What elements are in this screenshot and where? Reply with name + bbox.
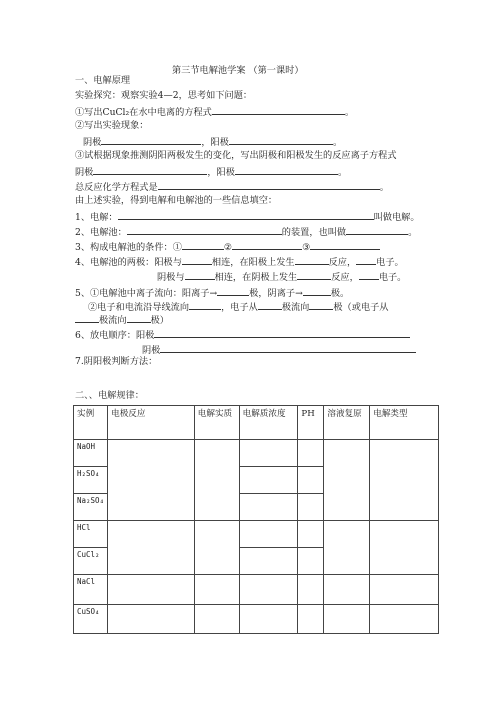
d5b-label: ②电子和电流沿导线流向	[88, 302, 190, 313]
answer-cell[interactable]	[298, 494, 324, 521]
answer-cell[interactable]	[298, 440, 324, 467]
experiment-line: 实验探究：观察实验4—2，思考如下问题：	[75, 90, 253, 101]
answer-blank[interactable]	[309, 300, 333, 310]
answer-blank[interactable]	[232, 240, 302, 250]
definition-5a	[75, 286, 349, 300]
definition-6a	[75, 328, 410, 342]
electrolysis-rules-table	[73, 405, 439, 634]
header-electrolyte-concentration: 电解质浓度	[239, 406, 298, 440]
answer-cell[interactable]	[370, 605, 439, 634]
anode-label: ，阳极	[201, 137, 229, 148]
page-title: 第三节电解池学案 （第一课时）	[172, 65, 304, 76]
answer-blank[interactable]	[154, 328, 410, 338]
question-1-end: 。	[344, 107, 355, 118]
total-label: 总反应化学方程式是	[75, 182, 158, 193]
cathode-label: 阴极	[83, 137, 102, 148]
row-label: NaOH	[74, 440, 108, 467]
row-label: Na₂SO₄	[74, 494, 108, 521]
definition-1	[75, 210, 420, 224]
answer-blank[interactable]	[310, 240, 380, 250]
answer-blank[interactable]	[185, 270, 215, 280]
definition-5c	[75, 313, 169, 327]
section-1-heading: 一、电解原理	[75, 75, 131, 86]
answer-cell[interactable]	[108, 605, 195, 634]
answer-cell[interactable]	[324, 521, 370, 575]
answer-cell[interactable]	[239, 494, 298, 521]
table-header-row	[74, 406, 439, 440]
answer-blank[interactable]	[229, 135, 333, 145]
question-1-text: ①写出CuCl₂在水中电离的方程式	[75, 107, 212, 118]
header-ph: PH	[298, 406, 324, 440]
answer-blank[interactable]	[235, 165, 338, 175]
answer-cell[interactable]	[239, 467, 298, 494]
d4b-b: 相连，在阴极上发生	[214, 272, 298, 283]
answer-blank[interactable]	[101, 135, 201, 145]
question-3: ③试根据现象推测阴阳两极发生的变化，写出阴极和阳极发生的反应离子方程式	[75, 150, 397, 161]
d5a-c: 极。	[330, 288, 350, 299]
answer-blank[interactable]	[295, 255, 329, 265]
header-solution-restore: 溶液复原	[324, 406, 370, 440]
answer-cell[interactable]	[194, 440, 239, 521]
answer-cell[interactable]	[324, 575, 370, 605]
definition-4b	[157, 270, 406, 284]
answer-cell[interactable]	[370, 575, 439, 605]
d3-c: ③	[302, 242, 311, 253]
answer-blank[interactable]	[127, 225, 282, 235]
answer-cell[interactable]	[194, 521, 239, 575]
d6-label: 6、放电顺序：阳极	[75, 330, 155, 341]
answer-cell[interactable]	[108, 575, 195, 605]
answer-cell[interactable]	[108, 440, 195, 521]
answer-blank[interactable]	[75, 313, 99, 323]
row-label: H₂SO₄	[74, 467, 108, 494]
header-electrolysis-essence: 电解实质	[194, 406, 239, 440]
answer-cell[interactable]	[298, 605, 324, 634]
definition-7: 7.阴阳极判断方法：	[75, 356, 158, 367]
row-label: NaCl	[74, 575, 108, 605]
d3-b: ②	[223, 242, 233, 253]
header-electrode-reaction: 电极反应	[108, 406, 195, 440]
answer-cell[interactable]	[298, 521, 324, 548]
answer-blank[interactable]	[93, 165, 207, 175]
answer-blank[interactable]	[212, 105, 345, 115]
answer-blank[interactable]	[118, 210, 374, 220]
summary-intro: 由上述实验，得到电解和电解池的一些信息填空：	[75, 195, 278, 206]
d5a-label: 5、①电解池中离子流向：阳离子→	[75, 288, 218, 299]
table-row	[74, 521, 439, 548]
answer-cell[interactable]	[298, 575, 324, 605]
answer-blank[interactable]	[182, 255, 212, 265]
table-row	[74, 605, 439, 634]
definition-5b	[88, 300, 389, 314]
d4a-d: 电子。	[376, 257, 404, 268]
answer-blank[interactable]	[356, 255, 376, 265]
answer-cell[interactable]	[370, 521, 439, 575]
row-label: CuCl₂	[74, 548, 108, 575]
d1-label: 1、电解：	[75, 212, 118, 223]
answer-blank[interactable]	[160, 343, 416, 353]
equation-line	[75, 165, 347, 179]
answer-blank[interactable]	[258, 300, 282, 310]
answer-blank[interactable]	[346, 225, 408, 235]
phenomenon-line	[83, 135, 342, 149]
answer-cell[interactable]	[370, 440, 439, 521]
answer-cell[interactable]	[298, 548, 324, 575]
question-2: ②写出实验现象：	[75, 120, 149, 131]
table-row	[74, 575, 439, 605]
d1-end: 叫做电解。	[373, 212, 420, 223]
row-label: CuSO₄	[74, 605, 108, 634]
definition-3	[75, 240, 380, 254]
definition-2	[75, 225, 417, 239]
answer-blank[interactable]	[158, 180, 380, 190]
period: 。	[332, 137, 343, 148]
d2-mid: 的装置，也叫做	[281, 227, 347, 238]
answer-blank[interactable]	[189, 300, 221, 310]
d4a-label: 4、电解池的两极：阳极与	[75, 257, 182, 268]
answer-blank[interactable]	[217, 286, 249, 296]
answer-cell[interactable]	[239, 575, 298, 605]
answer-cell[interactable]	[324, 605, 370, 634]
d5b-d: 极（或电子从	[333, 302, 389, 313]
answer-blank[interactable]	[359, 270, 379, 280]
total-equation-line	[75, 180, 389, 194]
answer-cell[interactable]	[194, 605, 239, 634]
answer-cell[interactable]	[298, 467, 324, 494]
d5c-c: 极）	[150, 315, 169, 326]
d5c-b: 极流向	[99, 315, 127, 326]
answer-cell[interactable]	[239, 440, 298, 467]
answer-cell[interactable]	[108, 521, 195, 575]
total-end: 。	[379, 182, 389, 193]
header-example: 实例	[74, 406, 108, 440]
answer-cell[interactable]	[194, 575, 239, 605]
d4b-label: 阴极与	[157, 272, 185, 283]
answer-cell[interactable]	[324, 440, 370, 521]
period: 。	[337, 167, 348, 178]
answer-cell[interactable]	[239, 521, 298, 548]
d6b-label: 阴极	[142, 345, 161, 356]
d2-label: 2、电解池：	[75, 227, 127, 238]
definition-4a	[75, 255, 404, 269]
d3-label: 3、构成电解池的条件：①	[75, 242, 182, 253]
anode-label: ，阳极	[207, 167, 235, 178]
d4a-b: 相连，在阳极上发生	[211, 257, 295, 268]
row-label: HCl	[74, 521, 108, 548]
answer-cell[interactable]	[239, 605, 298, 634]
answer-cell[interactable]	[239, 548, 298, 575]
definition-6b	[142, 343, 416, 357]
d5b-b: ，电子从	[221, 302, 258, 313]
d4b-d: 电子。	[378, 272, 407, 283]
answer-blank[interactable]	[297, 270, 331, 280]
answer-blank[interactable]	[127, 313, 151, 323]
d5b-c: 极流向	[281, 302, 310, 313]
d2-end: 。	[408, 227, 418, 238]
answer-blank[interactable]	[182, 240, 224, 250]
answer-blank[interactable]	[303, 286, 331, 296]
d5a-b: 极，阴离子→	[249, 288, 303, 299]
question-1	[75, 105, 354, 119]
d4b-c: 反应，	[331, 272, 359, 283]
table-row	[74, 440, 439, 467]
d4a-c: 反应，	[328, 257, 357, 268]
cathode-label: 阴极	[75, 167, 94, 178]
section-2-heading: 二、、电解规律：	[75, 390, 144, 401]
header-electrolysis-type: 电解类型	[370, 406, 439, 440]
